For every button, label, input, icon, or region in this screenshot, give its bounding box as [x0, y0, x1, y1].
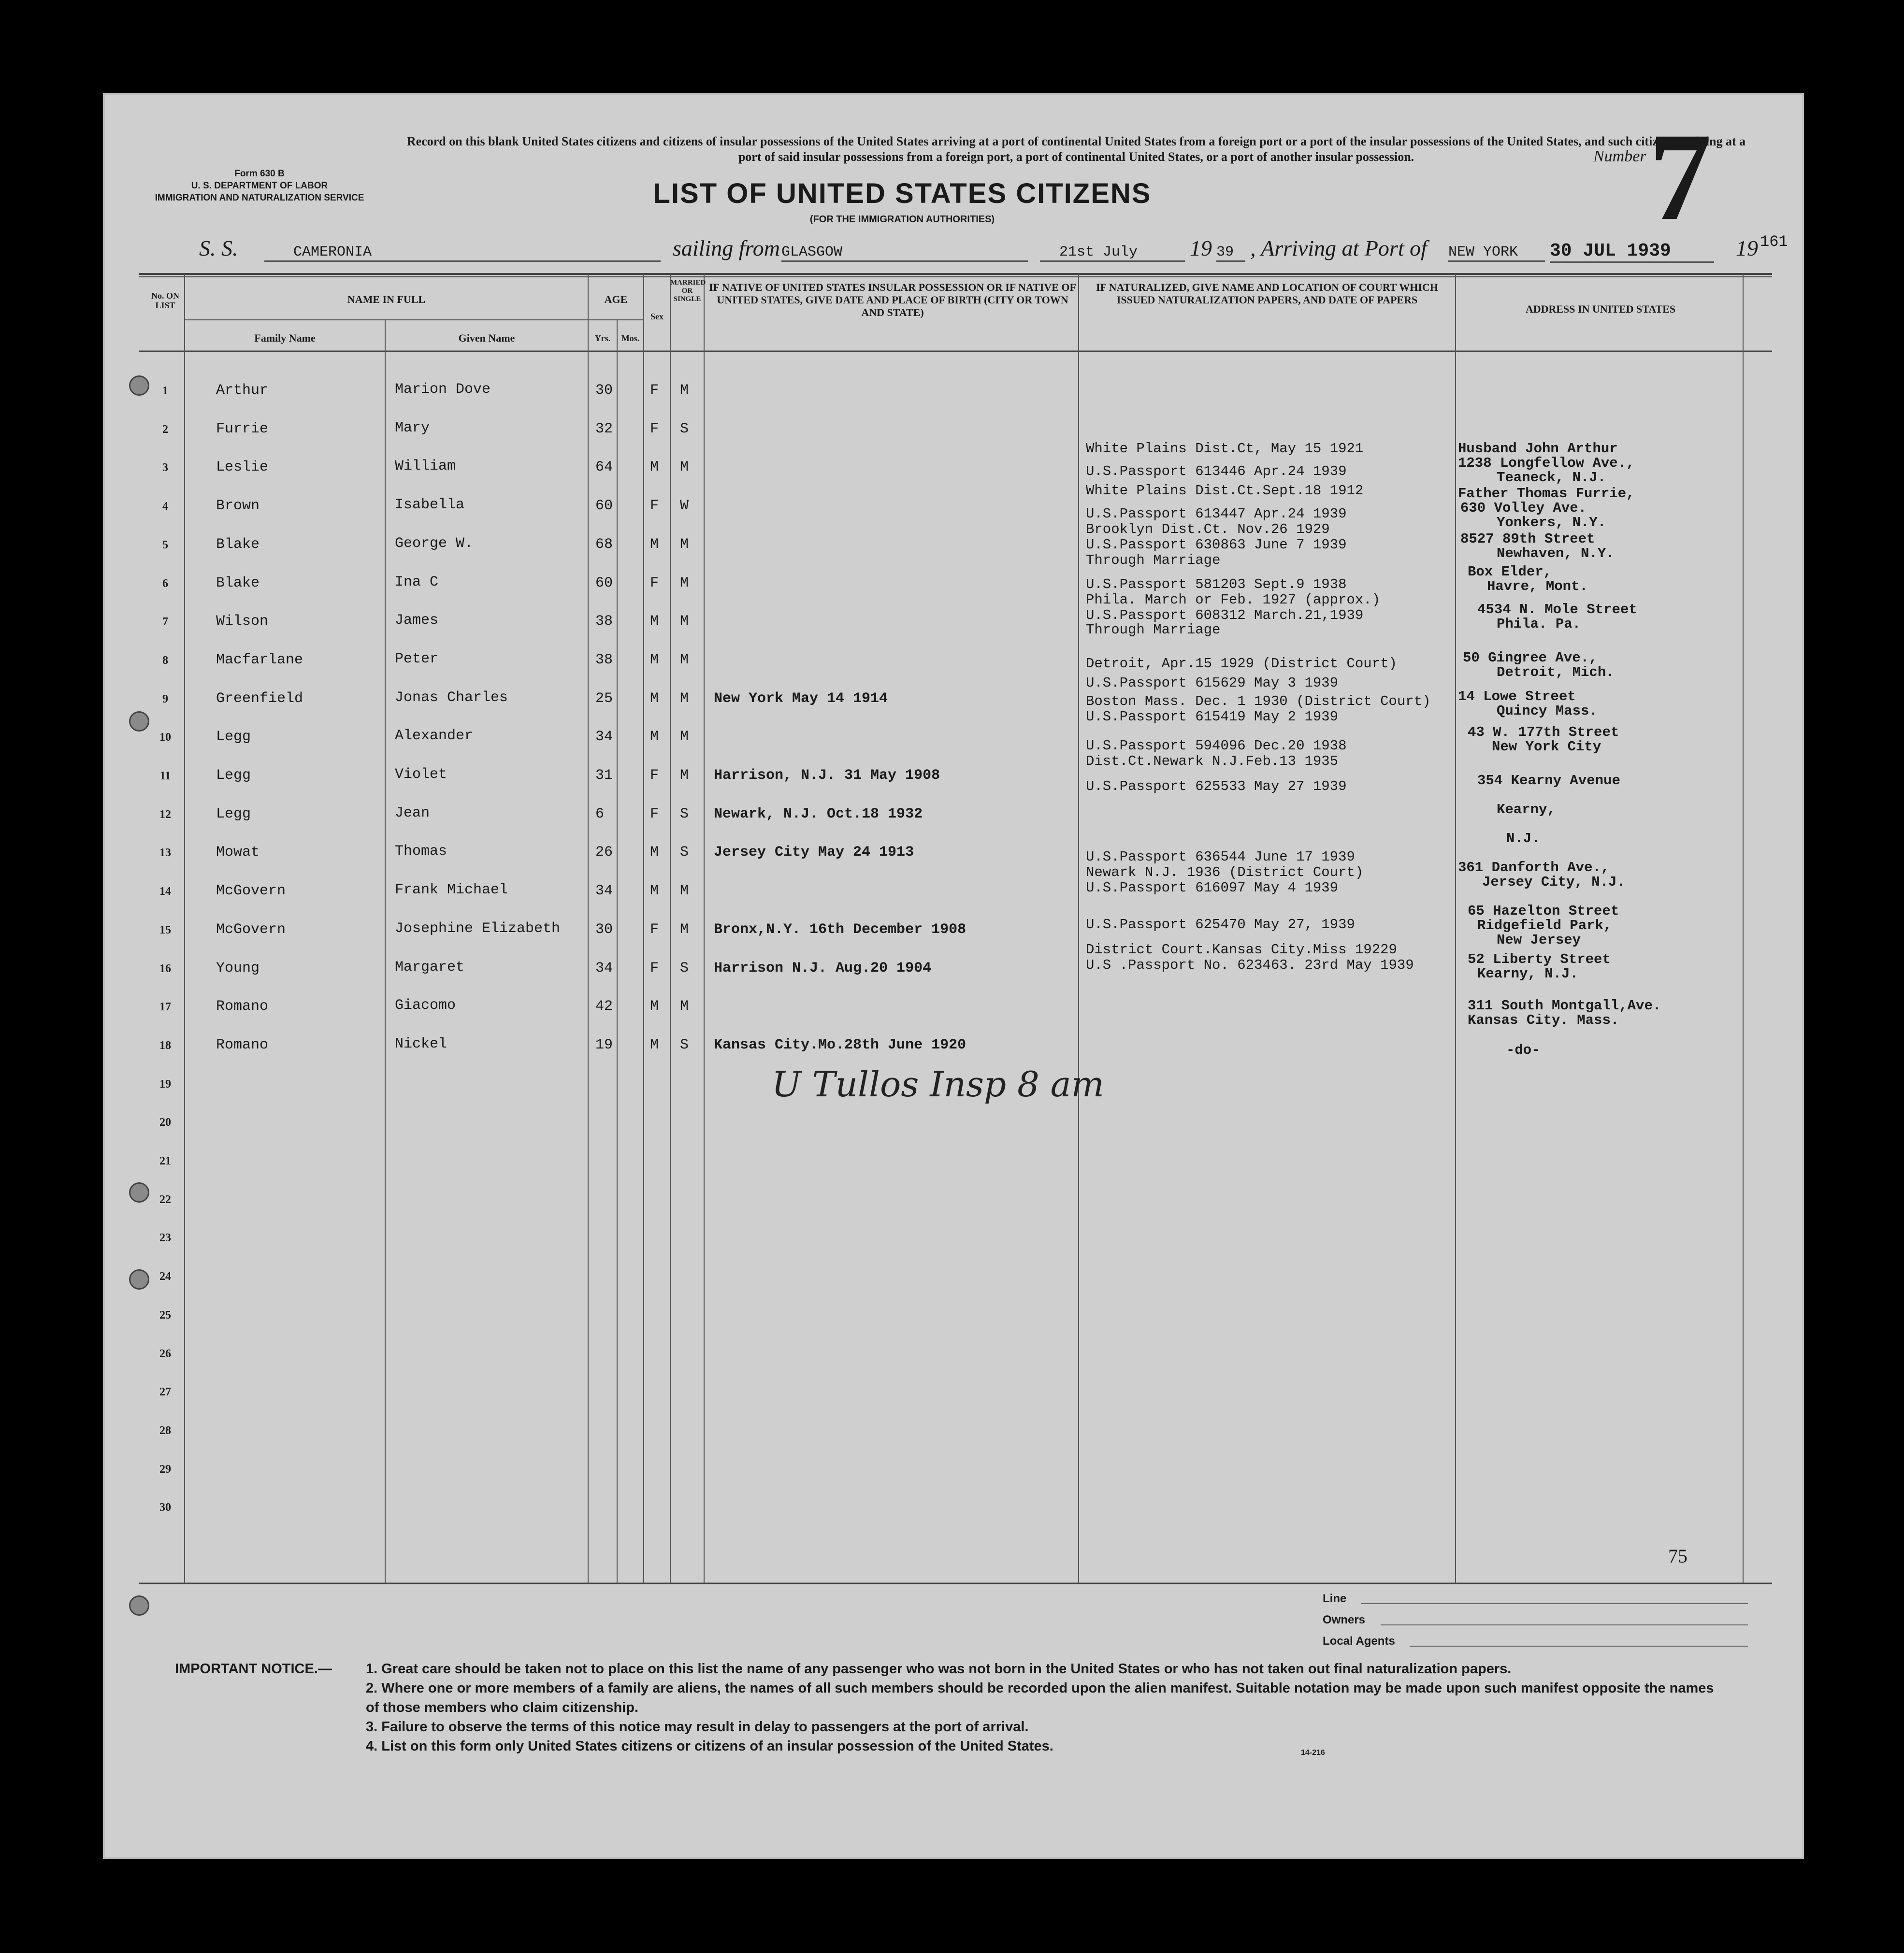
age-years: 38 [595, 652, 613, 668]
footer-line-label: Line [1323, 1592, 1347, 1605]
family-name: Legg [216, 729, 251, 745]
given-name: William [395, 458, 456, 474]
punch-hole [129, 1595, 149, 1616]
address-line: 311 South Montgall,Ave. [1468, 998, 1661, 1014]
birth-place-date: Kansas City.Mo.28th June 1920 [714, 1037, 966, 1053]
marital-status: M [680, 459, 689, 475]
address-line: 4534 N. Mole Street [1477, 602, 1637, 617]
form-number: Form 630 B [234, 169, 285, 179]
row-number: 15 [159, 924, 171, 936]
age-years: 26 [595, 844, 613, 861]
manifest-sheet [103, 93, 1804, 1859]
row-number: 5 [162, 539, 168, 551]
row-number: 19 [159, 1078, 171, 1091]
naturalization-line: Brooklyn Dist.Ct. Nov.26 1929 [1086, 521, 1330, 537]
row-number: 18 [159, 1039, 171, 1052]
row-number: 1 [162, 385, 168, 397]
notice-item-1: 1. Great care should be taken not to place on this list the name of any passenger who was not born in the United States or who has not taken out final naturalization papers. [366, 1661, 1512, 1677]
family-name: Macfarlane [216, 652, 303, 668]
row-number: 22 [159, 1193, 171, 1206]
col-given-header: Given Name [458, 332, 515, 344]
address-line: Husband John Arthur [1458, 441, 1618, 457]
naturalization-line: U.S.Passport 625470 May 27, 1939 [1086, 917, 1355, 933]
footer-agents-label: Local Agents [1323, 1635, 1395, 1648]
page-number: 75 [1668, 1545, 1688, 1567]
marital-status: M [680, 652, 689, 668]
age-years: 30 [595, 382, 613, 399]
naturalization-line: Through Marriage [1086, 552, 1221, 568]
row-number: 26 [159, 1348, 171, 1360]
arrival-port: NEW YORK [1448, 244, 1545, 262]
family-name: McGovern [216, 921, 286, 938]
end-year-prefix: 19 [1736, 236, 1758, 260]
naturalization-line: U.S.Passport 625533 May 27 1939 [1086, 778, 1347, 794]
sailing-label: sailing from [673, 236, 780, 260]
footer-owners-label: Owners [1323, 1613, 1366, 1626]
address-line: Teaneck, N.J. [1497, 470, 1606, 486]
family-name: Romano [216, 998, 269, 1015]
row-number: 4 [162, 500, 168, 513]
age-years: 32 [595, 421, 613, 437]
sex: F [650, 960, 659, 976]
col-sex-header: Sex [650, 312, 664, 321]
given-name: Thomas [395, 843, 447, 860]
year-prefix: 19 [1190, 236, 1212, 260]
naturalization-line: U.S.Passport 613446 Apr.24 1939 [1086, 463, 1347, 479]
birth-place-date: Harrison, N.J. 31 May 1908 [714, 767, 940, 784]
footer-rules [105, 95, 1806, 1861]
row-number: 21 [159, 1155, 171, 1167]
age-years: 30 [595, 921, 613, 938]
row-number: 12 [159, 808, 171, 821]
address-line: Havre, Mont. [1487, 578, 1588, 594]
marital-status: M [680, 921, 689, 938]
family-name: Mowat [216, 844, 260, 861]
marital-status: M [680, 613, 689, 630]
family-name: Leslie [216, 459, 269, 475]
given-name: Peter [395, 651, 439, 667]
notice-item-2: 2. Where one or more members of a family are aliens, the names of all such members should be recorded upon the alien manifest. Suitable notation may be made upon such manifest opposite the names of those members who claim citizenship. [366, 1680, 1714, 1715]
row-number: 9 [162, 693, 168, 705]
marital-status: M [680, 382, 689, 399]
col-birth-header: IF NATIVE OF UNITED STATES INSULAR POSSESSION OR IF NATIVE OF UNITED STATES, GIVE DATE AND PLACE OF BIRTH (CITY OR TOWN AND STATE) [709, 281, 1076, 318]
punch-hole [129, 1182, 149, 1203]
naturalization-line: White Plains Dist.Ct, May 15 1921 [1086, 441, 1364, 457]
naturalization-line: Dist.Ct.Newark N.J.Feb.13 1935 [1086, 753, 1339, 769]
age-years: 34 [595, 883, 613, 899]
address-line: -do- [1506, 1042, 1540, 1058]
given-name: Isabella [395, 497, 465, 513]
family-name: Arthur [216, 382, 269, 399]
given-name: Giacomo [395, 997, 456, 1014]
address-line: 43 W. 177th Street [1468, 724, 1619, 740]
punch-hole [129, 1269, 149, 1290]
marital-status: W [680, 498, 689, 514]
row-number: 30 [159, 1501, 171, 1514]
given-name: Josephine Elizabeth [395, 920, 561, 937]
row-number: 29 [159, 1463, 171, 1476]
naturalization-line: Detroit, Apr.15 1929 (District Court) [1086, 656, 1397, 672]
age-years: 25 [595, 690, 613, 707]
col-married-header: MARRIED OR SINGLE [670, 279, 706, 303]
marital-status: M [680, 998, 689, 1015]
marital-status: S [680, 806, 689, 822]
naturalization-line: Phila. March or Feb. 1927 (approx.) [1086, 592, 1381, 608]
address-line: Father Thomas Furrie, [1458, 486, 1635, 502]
from-port: GLASGOW [781, 244, 1028, 262]
col-family-header: Family Name [254, 332, 316, 344]
row-number: 25 [159, 1309, 171, 1321]
family-name: Young [216, 960, 260, 976]
ss-label: S. S. [199, 236, 238, 260]
notice-code: 14-216 [1301, 1749, 1325, 1757]
naturalization-line: Newark N.J. 1936 (District Court) [1086, 864, 1364, 880]
sex: M [650, 536, 659, 553]
naturalization-line: U.S.Passport 615419 May 2 1939 [1086, 709, 1339, 725]
end-year-value: 161 [1760, 233, 1788, 251]
address-line: Detroit, Mich. [1497, 664, 1615, 680]
naturalization-line: U.S.Passport 594096 Dec.20 1938 [1086, 738, 1347, 754]
address-line: Yonkers, N.Y. [1497, 515, 1606, 531]
notice-item-3: 3. Failure to observe the terms of this notice may result in delay to passengers at the port of arrival. [366, 1719, 1029, 1735]
naturalization-line: District Court.Kansas City.Miss 19229 [1086, 942, 1397, 958]
page-subtitle: (FOR THE IMMIGRATION AUTHORITIES) [809, 214, 995, 225]
sex: M [650, 459, 659, 475]
age-years: 60 [595, 498, 613, 514]
address-line: 52 Liberty Street [1468, 951, 1611, 967]
row-number: 17 [159, 1001, 171, 1013]
given-name: George W. [395, 535, 474, 552]
naturalization-line: U.S.Passport 615629 May 3 1939 [1086, 675, 1339, 691]
sex: M [650, 613, 659, 630]
address-line: Kearny, N.J. [1477, 966, 1578, 982]
sex: F [650, 575, 659, 591]
col-address-header: ADDRESS IN UNITED STATES [1525, 303, 1676, 315]
page-title: LIST OF UNITED STATES CITIZENS [653, 178, 1152, 209]
address-line: New Jersey [1497, 932, 1581, 948]
family-name: Blake [216, 536, 260, 553]
family-name: McGovern [216, 883, 286, 899]
age-years: 68 [595, 536, 613, 553]
address-line: 630 Volley Ave. [1460, 500, 1587, 516]
address-line: 65 Hazelton Street [1468, 903, 1619, 919]
col-no-header: No. ON LIST [151, 291, 179, 310]
col-naturalized-header: IF NATURALIZED, GIVE NAME AND LOCATION OF COURT WHICH ISSUED NATURALIZATION PAPERS, AND DATE OF PAPERS [1096, 281, 1438, 306]
notice-heading: IMPORTANT NOTICE.— [175, 1661, 332, 1677]
row-number: 11 [159, 770, 171, 782]
naturalization-line: White Plains Dist.Ct.Sept.18 1912 [1086, 483, 1364, 499]
naturalization-line: U.S.Passport 613447 Apr.24 1939 [1086, 506, 1347, 522]
age-years: 60 [595, 575, 613, 591]
sex: F [650, 806, 659, 822]
age-years: 64 [595, 459, 613, 475]
sex: F [650, 498, 659, 514]
marital-status: M [680, 575, 689, 591]
birth-place-date: Newark, N.J. Oct.18 1932 [714, 806, 923, 822]
given-name: Frank Michael [395, 882, 508, 898]
marital-status: S [680, 844, 689, 861]
naturalization-line: U.S.Passport 608312 March.21,1939 [1086, 607, 1364, 623]
given-name: Marion Dove [395, 381, 491, 398]
marital-status: M [680, 729, 689, 745]
row-number: 16 [159, 962, 171, 975]
row-number: 13 [159, 847, 171, 859]
family-name: Romano [216, 1037, 269, 1053]
address-line: 354 Kearny Avenue [1477, 773, 1620, 789]
address-line: Kearny, [1497, 802, 1556, 818]
age-years: 34 [595, 729, 613, 745]
address-line: Phila. Pa. [1497, 616, 1581, 632]
marital-status: S [680, 960, 689, 976]
punch-hole [129, 375, 149, 396]
col-mos-header: Mos. [621, 333, 640, 343]
sail-date: 21st July [1040, 244, 1185, 262]
notice-item-4: 4. List on this form only United States citizens or citizens of an insular possession of the United States. [366, 1738, 1053, 1754]
address-line: N.J. [1506, 831, 1540, 847]
family-name: Blake [216, 575, 260, 591]
age-years: 31 [595, 767, 613, 784]
family-name: Legg [216, 767, 251, 784]
form-preamble: Record on this blank United States citizens and citizens of insular possessions of the United States arriving at a port of continental United States from a foreign port or a port of the insular possessions of the United States, and such citizens arriving at a port of said insular possessions from a foreign port, a port of continental United States, or a port of another insular possession. [406, 134, 1746, 164]
naturalization-line: U.S.Passport 616097 May 4 1939 [1086, 880, 1339, 896]
age-years: 34 [595, 960, 613, 976]
address-line: 50 Gingree Ave., [1463, 650, 1598, 666]
row-number: 27 [159, 1386, 171, 1398]
sex: M [650, 1037, 659, 1053]
row-number: 8 [162, 654, 168, 667]
address-line: New York City [1492, 739, 1601, 755]
list-number: 7 [1649, 107, 1712, 246]
sex: M [650, 883, 659, 899]
address-line: Jersey City, N.J. [1482, 874, 1625, 890]
col-age-header: AGE [604, 293, 628, 305]
marital-status: M [680, 536, 689, 553]
naturalization-line: U.S.Passport 630863 June 7 1939 [1086, 537, 1347, 553]
arrival-date-stamp: 30 JUL 1939 [1550, 241, 1714, 263]
row-number: 24 [159, 1270, 171, 1283]
given-name: Margaret [395, 959, 465, 976]
sail-year: 39 [1216, 244, 1245, 262]
sex: M [650, 844, 659, 861]
row-number: 20 [159, 1116, 171, 1129]
number-label: Number [1593, 147, 1646, 165]
marital-status: M [680, 690, 689, 707]
naturalization-line: Through Marriage [1086, 622, 1221, 638]
sex: F [650, 382, 659, 399]
row-number: 14 [159, 885, 171, 898]
address-line: Quincy Mass. [1497, 703, 1598, 719]
given-name: Jonas Charles [395, 689, 508, 706]
address-line: 14 Lowe Street [1458, 689, 1576, 704]
family-name: Furrie [216, 421, 269, 437]
address-line: Newhaven, N.Y. [1497, 546, 1615, 561]
given-name: Ina C [395, 574, 439, 590]
birth-place-date: Jersey City May 24 1913 [714, 844, 914, 861]
family-name: Brown [216, 498, 260, 514]
sex: M [650, 729, 659, 745]
sex: M [650, 652, 659, 668]
service-name: IMMIGRATION AND NATURALIZATION SERVICE [155, 193, 364, 203]
sex: F [650, 421, 659, 437]
marital-status: S [680, 1037, 689, 1053]
given-name: Mary [395, 420, 430, 436]
given-name: James [395, 612, 439, 629]
given-name: Violet [395, 766, 447, 783]
marital-status: S [680, 421, 689, 437]
department-name: U. S. DEPARTMENT OF LABOR [191, 181, 328, 191]
given-name: Nickel [395, 1036, 447, 1052]
address-line: 8527 89th Street [1460, 531, 1595, 547]
birth-place-date: Bronx,N.Y. 16th December 1908 [714, 921, 966, 938]
address-line: Kansas City. Mass. [1468, 1012, 1619, 1028]
family-name: Greenfield [216, 690, 303, 707]
col-yrs-header: Yrs. [594, 333, 611, 343]
inspector-signature: U Tullos Insp 8 am [772, 1064, 1104, 1105]
marital-status: M [680, 883, 689, 899]
sex: M [650, 998, 659, 1015]
row-number: 6 [162, 577, 168, 590]
punch-hole [129, 711, 149, 732]
age-years: 19 [595, 1037, 613, 1053]
ship-name: CAMERONIA [264, 244, 661, 262]
birth-place-date: New York May 14 1914 [714, 690, 888, 707]
row-number: 3 [162, 461, 168, 474]
row-number: 7 [162, 616, 168, 628]
given-name: Alexander [395, 728, 474, 744]
sex: F [650, 767, 659, 784]
col-name-header: NAME IN FULL [347, 293, 426, 305]
row-number: 2 [162, 423, 168, 436]
address-line: 361 Danforth Ave., [1458, 860, 1610, 876]
age-years: 6 [595, 806, 605, 822]
given-name: Jean [395, 805, 430, 821]
address-line: Ridgefield Park, [1477, 918, 1612, 933]
naturalization-line: U.S.Passport 581203 Sept.9 1938 [1086, 576, 1347, 592]
naturalization-line: U.S.Passport 636544 June 17 1939 [1086, 849, 1355, 865]
birth-place-date: Harrison N.J. Aug.20 1904 [714, 960, 932, 976]
naturalization-line: U.S .Passport No. 623463. 23rd May 1939 [1086, 957, 1414, 973]
arriving-label: , Arriving at Port of [1250, 236, 1427, 260]
address-line: 1238 Longfellow Ave., [1458, 455, 1635, 471]
sex: M [650, 690, 659, 707]
naturalization-line: Boston Mass. Dec. 1 1930 (District Court) [1086, 693, 1431, 709]
row-number: 28 [159, 1424, 171, 1437]
marital-status: M [680, 767, 689, 784]
row-number: 10 [159, 731, 171, 744]
age-years: 42 [595, 998, 613, 1015]
sex: F [650, 921, 659, 938]
family-name: Wilson [216, 613, 269, 630]
family-name: Legg [216, 806, 251, 822]
address-line: Box Elder, [1468, 564, 1552, 580]
row-number: 23 [159, 1232, 171, 1244]
age-years: 38 [595, 613, 613, 630]
